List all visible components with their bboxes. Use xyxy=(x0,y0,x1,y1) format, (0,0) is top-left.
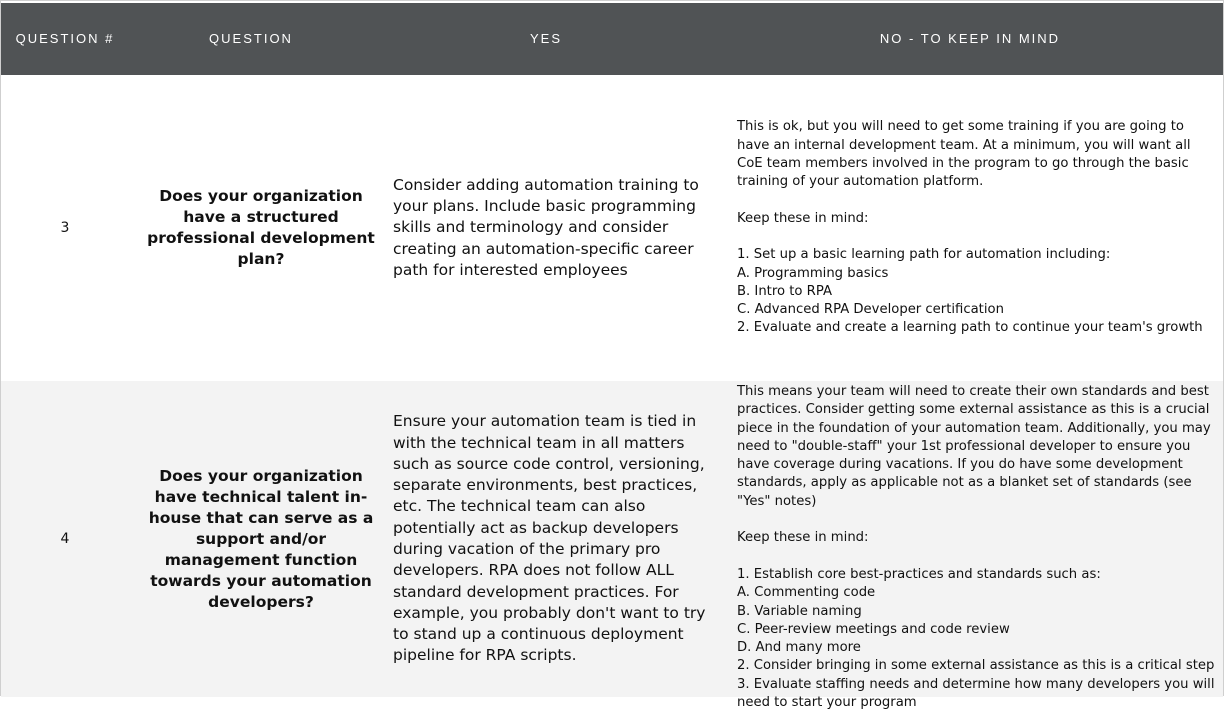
question-text xyxy=(141,381,381,697)
question-label: Does your organization have technical talent in-house that can serve as a support and/or management function towards your automation developers? xyxy=(148,466,374,611)
no-answer xyxy=(737,75,1219,381)
yes-answer xyxy=(393,381,723,697)
header-yes: YES xyxy=(529,31,562,46)
yes-answer xyxy=(393,75,723,381)
header-question-number: QUESTION # xyxy=(15,31,115,46)
table-row xyxy=(1,381,1223,711)
table-header xyxy=(1,3,1223,75)
question-label: Does your organization have a structured professional development plan? xyxy=(147,187,375,268)
question-text xyxy=(141,75,381,381)
no-text: This means your team will need to create their own standards and best practices. Consider getting some external assistance as this is a crucial piece in the foundation of your automation team. Additionally, you may need to "double-staff" your 1st professional developer to ensure you have coverage during vacations. If you do have some development standards, apply as applicable not as a blanket set of standards (see "Yes" notes) Keep these in mind: 1. Establish core best-practices and standards such as: A. Commenting code B. Variable naming C. Peer-review meetings and code review D. And many more 2. Consider bringing in some external assistance as this is a critical step 3. Evaluate staffing needs and determine how many developers you will need to start your program xyxy=(737,384,1215,711)
yes-text: Consider adding automation training to your plans. Include basic programming skills and terminology and consider creating an automation-specific career path for interested employees xyxy=(393,175,699,279)
question-number: 4 xyxy=(60,531,70,547)
question-number: 3 xyxy=(60,220,70,236)
header-no: NO - TO KEEP IN MIND xyxy=(879,31,1061,46)
table-row xyxy=(1,75,1223,381)
header-question: QUESTION xyxy=(209,31,293,46)
no-text: This is ok, but you will need to get some training if you are going to have an internal development team. At a minimum, you will want all CoE team members involved in the program to go through the basic training of your automation platform. Keep these in mind: 1. Set up a basic learning path for automation including: A. Programming basics B. Intro to RPA C. Advanced RPA Developer certification 2. Evaluate and create a learning path to continue your team's growth xyxy=(737,119,1203,336)
yes-text: Ensure your automation team is tied in with the technical team in all matters such as source code control, versioning, separate environments, best practices, etc. The technical team can also potentially act as backup developers during vacation of the primary pro developers. RPA does not follow ALL standard development practices. For example, you probably don't want to try to stand up a continuous deployment pipeline for RPA scripts. xyxy=(393,412,706,665)
no-answer xyxy=(737,381,1219,711)
